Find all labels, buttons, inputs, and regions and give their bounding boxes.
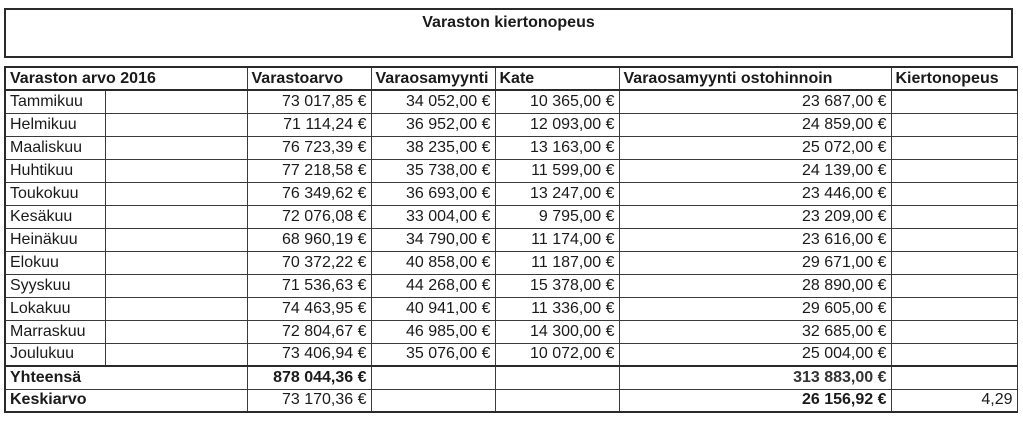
myynti-cell[interactable]: 46 985,00 € bbox=[371, 320, 495, 343]
table-row bbox=[5, 136, 1017, 159]
table-row bbox=[5, 297, 1017, 320]
header-kiertonopeus[interactable]: Kiertonopeus bbox=[891, 67, 1017, 90]
total-label[interactable]: Yhteensä bbox=[5, 366, 247, 389]
average-osto[interactable]: 26 156,92 € bbox=[619, 389, 891, 412]
table-row bbox=[5, 159, 1017, 182]
kiertonopeus-cell[interactable] bbox=[891, 182, 1017, 205]
empty-cell[interactable] bbox=[105, 113, 247, 136]
kate-cell[interactable]: 9 795,00 € bbox=[495, 205, 619, 228]
month-cell[interactable]: Tammikuu bbox=[5, 90, 105, 113]
table-row bbox=[5, 90, 1017, 113]
empty-cell[interactable] bbox=[105, 343, 247, 366]
kiertonopeus-cell[interactable] bbox=[891, 343, 1017, 366]
table-row bbox=[5, 320, 1017, 343]
table-row bbox=[5, 228, 1017, 251]
kiertonopeus-cell[interactable] bbox=[891, 251, 1017, 274]
table-row bbox=[5, 205, 1017, 228]
kate-cell[interactable]: 14 300,00 € bbox=[495, 320, 619, 343]
osto-cell[interactable]: 24 859,00 € bbox=[619, 113, 891, 136]
header-ostohinnoin[interactable]: Varaosamyynti ostohinnoin bbox=[619, 67, 891, 90]
myynti-cell[interactable]: 38 235,00 € bbox=[371, 136, 495, 159]
table-row bbox=[5, 113, 1017, 136]
osto-cell[interactable]: 29 671,00 € bbox=[619, 251, 891, 274]
varastoarvo-cell[interactable]: 76 723,39 € bbox=[247, 136, 371, 159]
varastoarvo-cell[interactable]: 72 804,67 € bbox=[247, 320, 371, 343]
myynti-cell[interactable]: 36 952,00 € bbox=[371, 113, 495, 136]
spreadsheet bbox=[4, 8, 1017, 440]
empty-cell[interactable] bbox=[105, 90, 247, 113]
kate-cell[interactable]: 11 174,00 € bbox=[495, 228, 619, 251]
title-text: Varaston kiertonopeus bbox=[422, 14, 595, 31]
empty-cell[interactable] bbox=[891, 366, 1017, 389]
kiertonopeus-cell[interactable] bbox=[891, 113, 1017, 136]
varastoarvo-cell[interactable]: 71 114,24 € bbox=[247, 113, 371, 136]
myynti-cell[interactable]: 33 004,00 € bbox=[371, 205, 495, 228]
table-row bbox=[5, 182, 1017, 205]
myynti-cell[interactable]: 40 941,00 € bbox=[371, 297, 495, 320]
empty-cell[interactable] bbox=[105, 182, 247, 205]
month-cell[interactable]: Toukokuu bbox=[5, 182, 105, 205]
month-cell[interactable]: Marraskuu bbox=[5, 320, 105, 343]
kate-cell[interactable]: 13 163,00 € bbox=[495, 136, 619, 159]
table-row bbox=[5, 274, 1017, 297]
myynti-cell[interactable]: 34 790,00 € bbox=[371, 228, 495, 251]
varastoarvo-cell[interactable]: 72 076,08 € bbox=[247, 205, 371, 228]
myynti-cell[interactable]: 44 268,00 € bbox=[371, 274, 495, 297]
kate-cell[interactable]: 11 599,00 € bbox=[495, 159, 619, 182]
total-osto[interactable]: 313 883,00 € bbox=[619, 366, 891, 389]
osto-cell[interactable]: 23 446,00 € bbox=[619, 182, 891, 205]
empty-cell[interactable] bbox=[105, 159, 247, 182]
empty-cell[interactable] bbox=[105, 274, 247, 297]
average-row bbox=[5, 389, 1017, 412]
header-name[interactable]: Varaston arvo 2016 bbox=[5, 67, 247, 90]
myynti-cell[interactable]: 35 076,00 € bbox=[371, 343, 495, 366]
osto-cell[interactable]: 25 072,00 € bbox=[619, 136, 891, 159]
month-cell[interactable]: Helmikuu bbox=[5, 113, 105, 136]
osto-cell[interactable]: 23 209,00 € bbox=[619, 205, 891, 228]
varastoarvo-cell[interactable]: 74 463,95 € bbox=[247, 297, 371, 320]
empty-cell[interactable] bbox=[105, 251, 247, 274]
kiertonopeus-cell[interactable] bbox=[891, 274, 1017, 297]
kate-cell[interactable]: 13 247,00 € bbox=[495, 182, 619, 205]
total-varastoarvo[interactable]: 878 044,36 € bbox=[247, 366, 371, 389]
kiertonopeus-cell[interactable] bbox=[891, 205, 1017, 228]
header-varaosamyynti[interactable]: Varaosamyynti bbox=[371, 67, 495, 90]
varastoarvo-cell[interactable]: 77 218,58 € bbox=[247, 159, 371, 182]
empty-cell[interactable] bbox=[495, 366, 619, 389]
month-cell[interactable]: Lokakuu bbox=[5, 297, 105, 320]
kiertonopeus-cell[interactable] bbox=[891, 136, 1017, 159]
empty-cell[interactable] bbox=[495, 389, 619, 412]
kate-cell[interactable]: 15 378,00 € bbox=[495, 274, 619, 297]
month-cell[interactable]: Maaliskuu bbox=[5, 136, 105, 159]
month-cell[interactable]: Heinäkuu bbox=[5, 228, 105, 251]
varastoarvo-cell[interactable]: 70 372,22 € bbox=[247, 251, 371, 274]
kiertonopeus-cell[interactable] bbox=[891, 90, 1017, 113]
empty-cell[interactable] bbox=[105, 205, 247, 228]
header-row bbox=[5, 67, 1017, 90]
table-row bbox=[5, 251, 1017, 274]
kate-cell[interactable]: 12 093,00 € bbox=[495, 113, 619, 136]
empty-cell[interactable] bbox=[105, 320, 247, 343]
kate-cell[interactable]: 10 365,00 € bbox=[495, 90, 619, 113]
osto-cell[interactable]: 28 890,00 € bbox=[619, 274, 891, 297]
month-cell[interactable]: Joulukuu bbox=[5, 343, 105, 366]
table-row bbox=[5, 343, 1017, 366]
kiertonopeus-cell[interactable] bbox=[891, 320, 1017, 343]
osto-cell[interactable]: 24 139,00 € bbox=[619, 159, 891, 182]
header-varastoarvo[interactable]: Varastoarvo bbox=[247, 67, 371, 90]
kiertonopeus-cell[interactable] bbox=[891, 228, 1017, 251]
month-cell[interactable]: Syyskuu bbox=[5, 274, 105, 297]
empty-cell[interactable] bbox=[105, 228, 247, 251]
varastoarvo-cell[interactable]: 71 536,63 € bbox=[247, 274, 371, 297]
month-cell[interactable]: Elokuu bbox=[5, 251, 105, 274]
osto-cell[interactable]: 25 004,00 € bbox=[619, 343, 891, 366]
varastoarvo-cell[interactable]: 68 960,19 € bbox=[247, 228, 371, 251]
average-varastoarvo[interactable]: 73 170,36 € bbox=[247, 389, 371, 412]
empty-cell[interactable] bbox=[371, 366, 495, 389]
kate-cell[interactable]: 11 336,00 € bbox=[495, 297, 619, 320]
myynti-cell[interactable]: 34 052,00 € bbox=[371, 90, 495, 113]
header-kate[interactable]: Kate bbox=[495, 67, 619, 90]
osto-cell[interactable]: 32 685,00 € bbox=[619, 320, 891, 343]
month-cell[interactable]: Kesäkuu bbox=[5, 205, 105, 228]
kate-cell[interactable]: 11 187,00 € bbox=[495, 251, 619, 274]
sheet-title bbox=[4, 8, 1013, 58]
osto-cell[interactable]: 23 616,00 € bbox=[619, 228, 891, 251]
varastoarvo-cell[interactable]: 73 017,85 € bbox=[247, 90, 371, 113]
myynti-cell[interactable]: 40 858,00 € bbox=[371, 251, 495, 274]
average-kiertonopeus[interactable]: 4,29 bbox=[891, 389, 1017, 412]
osto-cell[interactable]: 23 687,00 € bbox=[619, 90, 891, 113]
kiertonopeus-cell[interactable] bbox=[891, 159, 1017, 182]
empty-cell[interactable] bbox=[105, 136, 247, 159]
varastoarvo-cell[interactable]: 76 349,62 € bbox=[247, 182, 371, 205]
average-label[interactable]: Keskiarvo bbox=[5, 389, 247, 412]
myynti-cell[interactable]: 35 738,00 € bbox=[371, 159, 495, 182]
inventory-table bbox=[4, 66, 1018, 413]
kate-cell[interactable]: 10 072,00 € bbox=[495, 343, 619, 366]
kiertonopeus-cell[interactable] bbox=[891, 297, 1017, 320]
empty-cell[interactable] bbox=[371, 389, 495, 412]
myynti-cell[interactable]: 36 693,00 € bbox=[371, 182, 495, 205]
total-row bbox=[5, 366, 1017, 389]
varastoarvo-cell[interactable]: 73 406,94 € bbox=[247, 343, 371, 366]
osto-cell[interactable]: 29 605,00 € bbox=[619, 297, 891, 320]
month-cell[interactable]: Huhtikuu bbox=[5, 159, 105, 182]
empty-cell[interactable] bbox=[105, 297, 247, 320]
